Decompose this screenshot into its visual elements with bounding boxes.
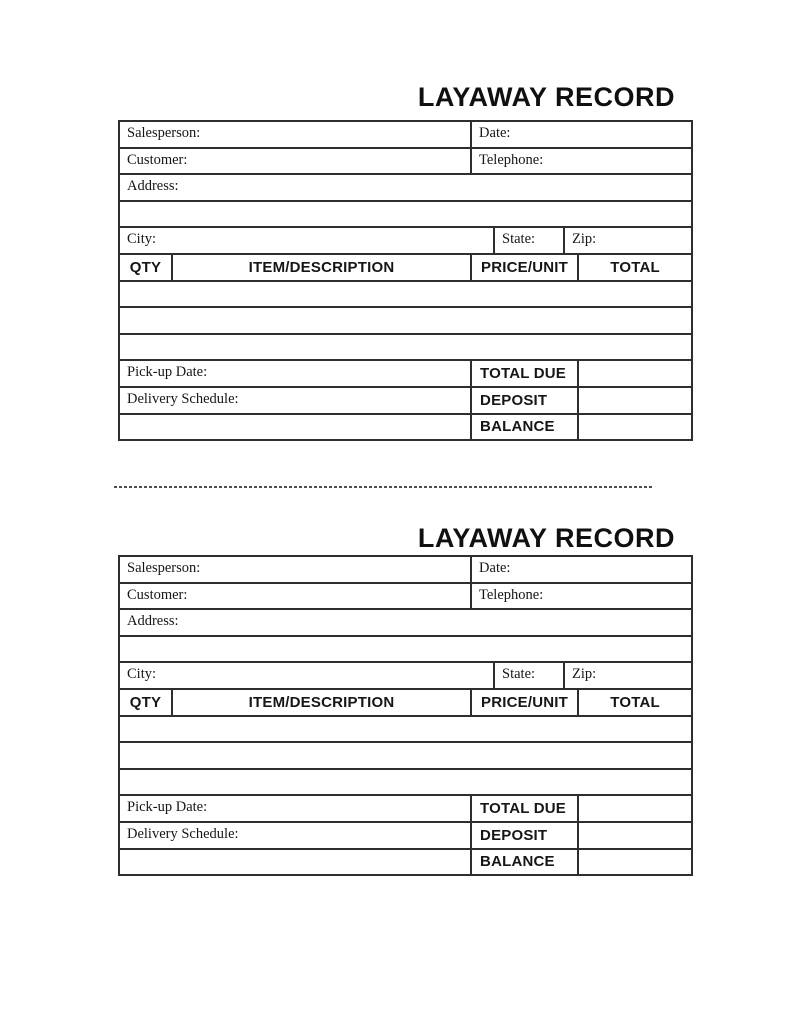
row-address xyxy=(119,174,692,201)
balance-value-cell xyxy=(578,414,692,441)
row-pickup-totaldue xyxy=(119,360,692,387)
telephone-field: Telephone: xyxy=(471,583,692,610)
pickup-date-field: Pick-up Date: xyxy=(119,360,471,387)
total-due-value-cell xyxy=(578,360,692,387)
address-field: Address: xyxy=(119,174,692,201)
item-row-blank xyxy=(119,307,692,334)
row-item-table-header xyxy=(119,254,692,281)
total-column-header: TOTAL xyxy=(578,254,692,281)
deposit-label: DEPOSIT xyxy=(471,387,578,414)
row-delivery-deposit xyxy=(119,822,692,849)
total-due-label: TOTAL DUE xyxy=(471,360,578,387)
address-continuation-field xyxy=(119,201,692,228)
customer-field: Customer: xyxy=(119,583,471,610)
total-due-value-cell xyxy=(578,795,692,822)
item-row xyxy=(119,334,692,361)
item-description-column-header: ITEM/DESCRIPTION xyxy=(172,689,471,716)
item-row xyxy=(119,769,692,796)
layaway-form-bottom xyxy=(118,555,693,876)
price-unit-column-header: PRICE/UNIT xyxy=(471,254,578,281)
item-row-blank xyxy=(119,716,692,743)
date-field: Date: xyxy=(471,121,692,148)
state-field: State: xyxy=(494,227,564,254)
row-customer-telephone xyxy=(119,148,692,175)
item-row-blank xyxy=(119,334,692,361)
item-row-blank xyxy=(119,281,692,308)
item-description-column-header: ITEM/DESCRIPTION xyxy=(172,254,471,281)
balance-label: BALANCE xyxy=(471,849,578,876)
deposit-value-cell xyxy=(578,822,692,849)
row-pickup-totaldue xyxy=(119,795,692,822)
balance-label: BALANCE xyxy=(471,414,578,441)
layaway-form-top xyxy=(118,120,693,441)
city-field: City: xyxy=(119,227,494,254)
zip-field: Zip: xyxy=(564,662,692,689)
delivery-schedule-field: Delivery Schedule: xyxy=(119,822,471,849)
deposit-value-cell xyxy=(578,387,692,414)
page-title: LAYAWAY RECORD xyxy=(417,523,675,553)
row-city-state-zip xyxy=(119,227,692,254)
total-column-header: TOTAL xyxy=(578,689,692,716)
qty-column-header: QTY xyxy=(119,254,172,281)
row-delivery-deposit xyxy=(119,387,692,414)
state-field: State: xyxy=(494,662,564,689)
row-city-state-zip xyxy=(119,662,692,689)
address-field: Address: xyxy=(119,609,692,636)
balance-value-cell xyxy=(578,849,692,876)
date-field: Date: xyxy=(471,556,692,583)
address-continuation-field xyxy=(119,636,692,663)
zip-field: Zip: xyxy=(564,227,692,254)
row-address xyxy=(119,609,692,636)
item-row-blank xyxy=(119,742,692,769)
row-item-table-header xyxy=(119,689,692,716)
salesperson-field: Salesperson: xyxy=(119,121,471,148)
row-balance xyxy=(119,849,692,876)
row-address-continuation xyxy=(119,201,692,228)
total-due-label: TOTAL DUE xyxy=(471,795,578,822)
pickup-date-field: Pick-up Date: xyxy=(119,795,471,822)
page-title: LAYAWAY RECORD xyxy=(417,82,675,112)
dashed-cut-line xyxy=(114,486,652,488)
item-row-blank xyxy=(119,769,692,796)
row-balance xyxy=(119,414,692,441)
item-row xyxy=(119,716,692,743)
footer-blank-cell xyxy=(119,414,471,441)
item-row xyxy=(119,742,692,769)
qty-column-header: QTY xyxy=(119,689,172,716)
row-address-continuation xyxy=(119,636,692,663)
price-unit-column-header: PRICE/UNIT xyxy=(471,689,578,716)
city-field: City: xyxy=(119,662,494,689)
item-row xyxy=(119,307,692,334)
item-row xyxy=(119,281,692,308)
row-customer-telephone xyxy=(119,583,692,610)
deposit-label: DEPOSIT xyxy=(471,822,578,849)
telephone-field: Telephone: xyxy=(471,148,692,175)
footer-blank-cell xyxy=(119,849,471,876)
delivery-schedule-field: Delivery Schedule: xyxy=(119,387,471,414)
customer-field: Customer: xyxy=(119,148,471,175)
row-salesperson-date xyxy=(119,121,692,148)
row-salesperson-date xyxy=(119,556,692,583)
salesperson-field: Salesperson: xyxy=(119,556,471,583)
